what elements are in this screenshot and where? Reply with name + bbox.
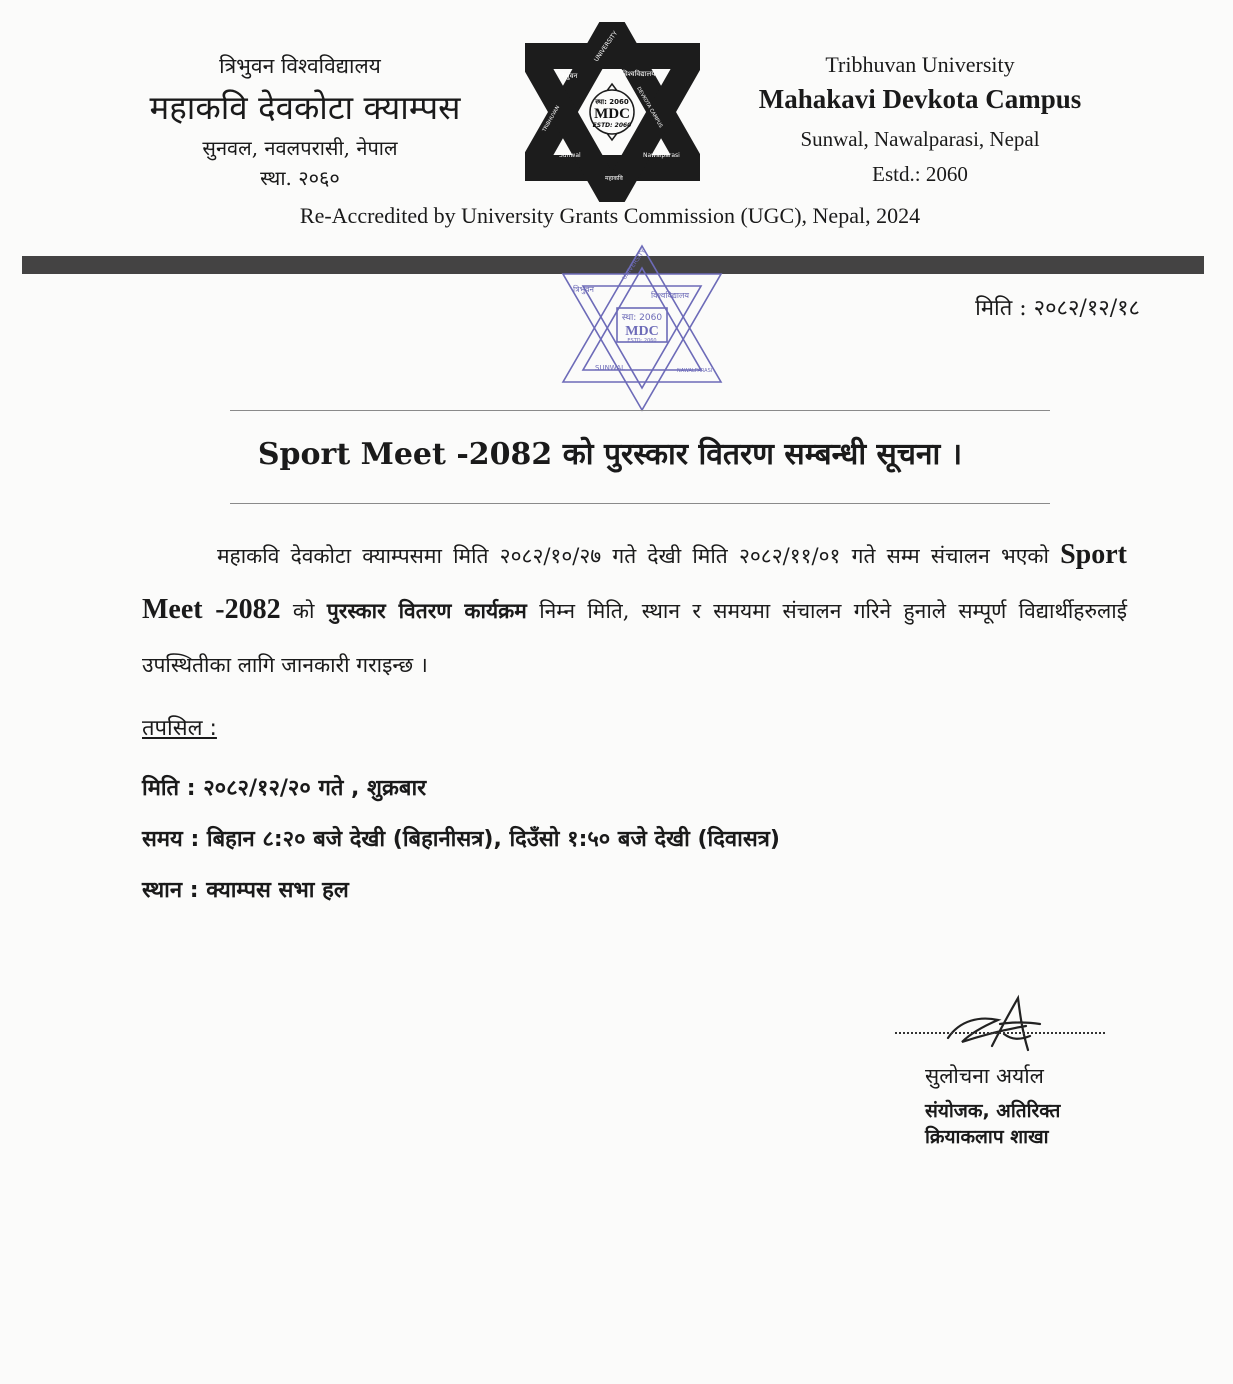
title-rule-bottom	[230, 503, 1050, 504]
detail-time: समय : बिहान ८:२० बजे देखी (बिहानीसत्र), दिउँसो १:५० बजे देखी (दिवासत्र)	[142, 827, 780, 852]
stamp-sthapana: स्था: 2060	[621, 313, 663, 323]
logo-ring-text-2: UNIVERSITY	[592, 29, 620, 64]
stamp-text-top-left: त्रिभुवन	[573, 285, 594, 294]
logo-ring-text-7: TRIBHUVAN	[541, 104, 562, 133]
paragraph-part-3: निम्न मिति, स्थान र समयमा संचालन गरिने हुनाले सम्पूर्ण विद्यार्थीहरुलाई उपस्थितीका लागि जानकारी गराइन्छ ।	[142, 599, 1128, 677]
logo-initials: MDC	[594, 106, 630, 122]
detail-date: मिति : २०८२/१२/२० गते , शुक्रबार	[142, 776, 427, 801]
paragraph-part-2: को	[280, 599, 327, 623]
np-university-name: त्रिभुवन विश्वविद्यालय	[219, 54, 381, 78]
signatory-title-line-2: क्रियाकलाप शाखा	[925, 1126, 1049, 1148]
logo-established: स्था: 2060	[595, 98, 629, 106]
logo-ring-text-6: DEVKOTA CAMPUS	[635, 86, 664, 129]
logo-ring-text-8: महाकवि	[605, 175, 623, 182]
np-campus-address: सुनवल, नवलपरासी, नेपाल	[202, 136, 398, 160]
official-stamp	[555, 240, 730, 415]
notice-paragraph	[142, 528, 1127, 692]
stamp-initials: MDC	[625, 324, 659, 339]
stamp-text-right: विश्वविद्यालय	[651, 291, 690, 300]
paragraph-event-name: Sport Meet -2082	[142, 539, 1127, 625]
detail-place: स्थान : क्याम्पस सभा हल	[142, 878, 349, 903]
en-established: Estd.: 2060	[872, 162, 968, 186]
campus-logo	[525, 22, 700, 202]
logo-ring-text-1: त्रिभुवन	[559, 72, 578, 80]
title-rule-top	[230, 410, 1050, 411]
signature	[940, 990, 1050, 1060]
stamp-estd: ESTD: 2060	[627, 338, 657, 344]
logo-estd: ESTD: 2060	[592, 122, 632, 129]
notice-date: मिति : २०८२/१२/१८	[975, 296, 1140, 321]
accreditation-line: Re-Accredited by University Grants Commission (UGC), Nepal, 2024	[299, 203, 921, 228]
logo-ring-text-4: Sunwal	[559, 152, 581, 159]
en-campus-address: Sunwal, Nawalparasi, Nepal	[800, 127, 1040, 151]
en-university-name: Tribhuvan University	[825, 52, 1015, 77]
details-heading: तपसिल :	[142, 716, 217, 741]
stamp-text-left: SUNWAL	[595, 364, 626, 372]
np-established: स्था. २०६०	[260, 166, 340, 190]
notice-title: Sport Meet -2082 को पुरस्कार वितरण सम्बन्धी सूचना ।	[257, 437, 963, 472]
en-campus-name: Mahakavi Devkota Campus	[758, 84, 1082, 114]
paragraph-part-1: महाकवि देवकोटा क्याम्पसमा मिति २०८२/१०/२७ गते देखी मिति २०८२/११/०१ गते सम्म संचालन भएको	[217, 544, 1061, 568]
paragraph-program-name: पुरस्कार वितरण कार्यक्रम	[326, 598, 527, 623]
stamp-text-top: UNIVERSITY	[620, 247, 648, 282]
signature-line	[895, 1032, 1105, 1034]
signatory-title	[925, 1098, 1060, 1150]
stamp-text-bottom-right: NAWALPARASI	[677, 368, 713, 374]
signatory-title-line-1: संयोजक, अतिरिक्त	[925, 1100, 1061, 1122]
logo-ring-text-3: विश्वविद्यालय	[622, 70, 656, 78]
signatory-name: सुलोचना अर्याल	[925, 1064, 1044, 1088]
logo-ring-text-5: Nawalparasi	[643, 152, 680, 159]
np-campus-name: महाकवि देवकोटा क्याम्पस	[149, 88, 461, 127]
